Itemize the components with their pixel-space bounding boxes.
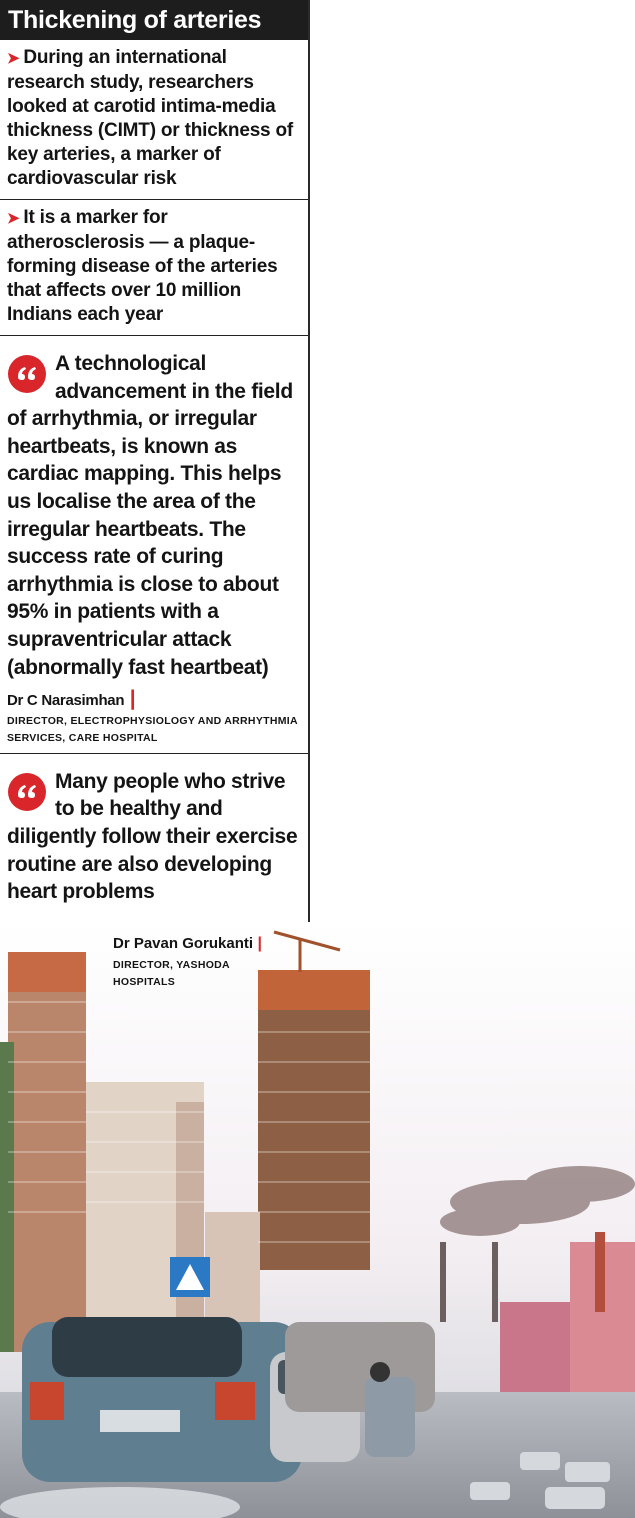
speaker-role: DIRECTOR, YASHODA HOSPITALS	[113, 959, 230, 988]
tower-center	[258, 932, 370, 1270]
quote-icon	[7, 354, 47, 394]
quote-block	[0, 753, 308, 912]
city-pollution-photo	[0, 922, 635, 1518]
quote-block	[0, 336, 308, 753]
quote-text: Many people who strive to be healthy and diligently follow their exercise routine are also developing heart problems	[7, 769, 298, 904]
quote-text: A technological advancement in the field of arrhythmia, or irregular heartbeats, is known as cardiac mapping. This helps us localise the area of the irregular heartbeats. The success rate of curing arrhythmia is close to about 95% in patients with a supraventricular attack (abnormally fast heartbeat)	[7, 352, 293, 679]
fact-text: Indians each year	[7, 304, 164, 325]
fact-emphasis: 10 million	[155, 280, 242, 301]
section-title: Thickening of arteries	[0, 0, 308, 40]
sidebar-column	[0, 0, 310, 922]
arrow-bullet-icon: ➤	[7, 210, 20, 227]
divider: |	[129, 687, 136, 711]
car-foreground	[22, 1317, 302, 1482]
quote-icon	[7, 772, 47, 812]
speaker-name: Dr C Narasimhan	[7, 692, 125, 710]
blank-area	[310, 0, 635, 922]
speaker-name: Dr Pavan Gorukanti	[113, 935, 254, 952]
divider: |	[253, 935, 262, 952]
fact-item	[0, 200, 308, 336]
fact-text: It is a marker for atherosclerosis — a plaque-forming disease of the arteries that affects over	[7, 207, 278, 301]
fact-item	[0, 40, 308, 200]
tower-mid-left	[86, 1082, 204, 1352]
speaker-role: DIRECTOR, ELECTROPHYSIOLOGY AND ARRHYTHMIA SERVICES, CARE HOSPITAL	[7, 714, 298, 744]
fact-text: During an international research study, researchers looked at carotid intima-media thickness (CIMT) or thickness of key arteries, a marker of cardiovascular risk	[7, 47, 294, 189]
building-low	[205, 1212, 260, 1332]
quote-attribution	[113, 935, 263, 991]
quote-attribution	[7, 685, 304, 747]
arrow-bullet-icon: ➤	[7, 50, 20, 67]
